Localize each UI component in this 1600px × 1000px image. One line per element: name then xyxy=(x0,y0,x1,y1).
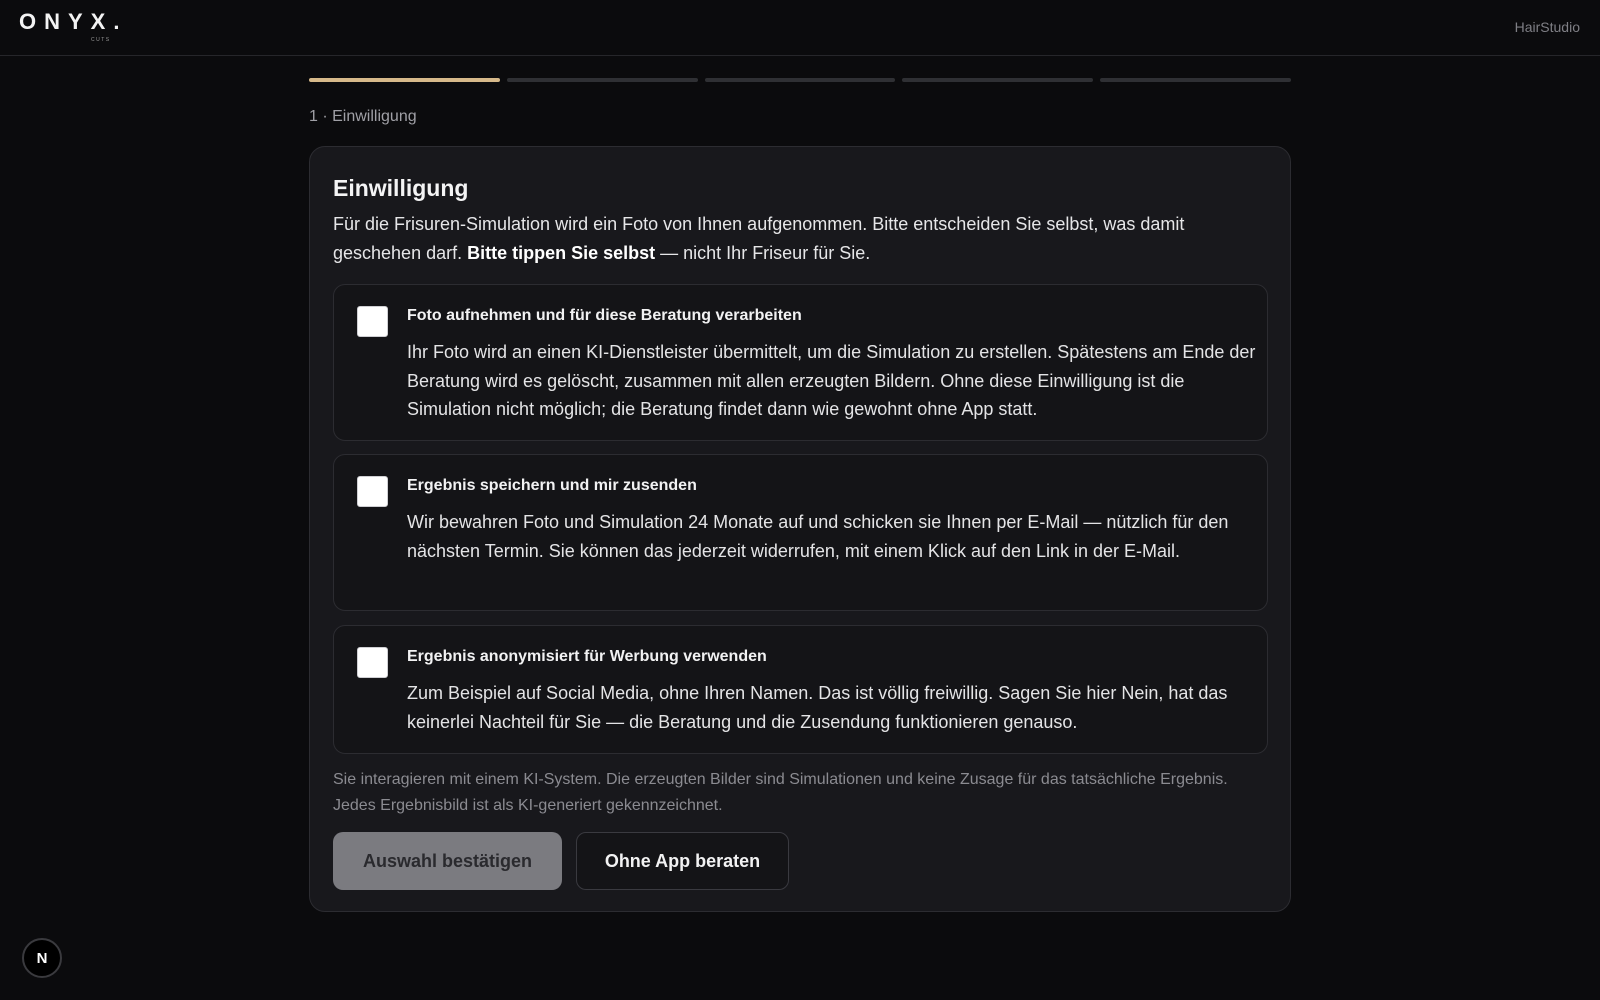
nextjs-icon[interactable]: N xyxy=(22,938,62,978)
ai-disclosure-note: Sie interagieren mit einem KI-System. Die erzeugten Bilder sind Simulationen und keine Zusage für das tatsächliche Ergebnis. Jedes Ergebnisbild ist als KI-generiert gekennzeichnet. xyxy=(333,771,1228,814)
progress-segment-1 xyxy=(309,78,500,82)
advertising-consent-checkbox[interactable] xyxy=(357,647,388,678)
intro-emphasis: Bitte tippen Sie selbst xyxy=(467,243,656,263)
option-title: Ergebnis anonymisiert für Werbung verwenden xyxy=(407,648,767,665)
progress-segment-4 xyxy=(902,78,1093,82)
photo-consent-checkbox[interactable] xyxy=(357,306,388,337)
progress-segment-2 xyxy=(507,78,698,82)
option-description: Ihr Foto wird an einen KI-Dienstleister übermittelt, um die Simulation zu erstellen. Spätestens am Ende der Beratung wird es gelöscht, zusammen mit allen erzeugten Bildern. Ohne diese Einwilligung ist die Simulation nicht möglich; die Beratung findet dann wie gewohnt ohne App statt. xyxy=(407,342,1256,419)
consult-without-app-button[interactable]: Ohne App beraten xyxy=(576,832,789,890)
progress-segment-5 xyxy=(1100,78,1291,82)
intro-text xyxy=(333,210,1263,268)
option-description: Zum Beispiel auf Social Media, ohne Ihren Namen. Das ist völlig freiwillig. Sagen Sie hier Nein, hat das keinerlei Nachteil für Sie — die Beratung und die Zusendung funktionieren genauso. xyxy=(407,683,1228,732)
card-title: Einwilligung xyxy=(333,175,469,201)
progress-segment-3 xyxy=(705,78,896,82)
consent-option-save[interactable] xyxy=(333,454,1268,611)
step-label: 1 · Einwilligung xyxy=(309,108,417,125)
intro-text-tail: — nicht Ihr Friseur für Sie. xyxy=(655,243,871,263)
option-description: Wir bewahren Foto und Simulation 24 Monate auf und schicken sie Ihnen per E-Mail — nützlich für den nächsten Termin. Sie können das jederzeit widerrufen, mit einem Klick auf den Link in der E-Mail. xyxy=(407,512,1229,561)
save-consent-checkbox[interactable] xyxy=(357,476,388,507)
option-title: Ergebnis speichern und mir zusenden xyxy=(407,477,697,494)
intro-text-main: Für die Frisuren-Simulation wird ein Foto von Ihnen aufgenommen. Bitte entscheiden Sie selbst, was damit geschehen darf. xyxy=(333,214,1185,263)
consent-option-advertising[interactable] xyxy=(333,625,1268,754)
consent-card xyxy=(309,146,1291,912)
brand-subtitle: CUTS xyxy=(91,37,111,43)
brand-name: ONYX. xyxy=(19,9,128,34)
option-title: Foto aufnehmen und für diese Beratung verarbeiten xyxy=(407,307,802,324)
brand-logo xyxy=(19,9,128,43)
step-progress xyxy=(309,78,1291,83)
consent-option-photo[interactable] xyxy=(333,284,1268,441)
confirm-selection-button[interactable]: Auswahl bestätigen xyxy=(333,832,562,890)
studio-name: HairStudio xyxy=(1514,19,1580,35)
top-bar xyxy=(0,0,1600,56)
